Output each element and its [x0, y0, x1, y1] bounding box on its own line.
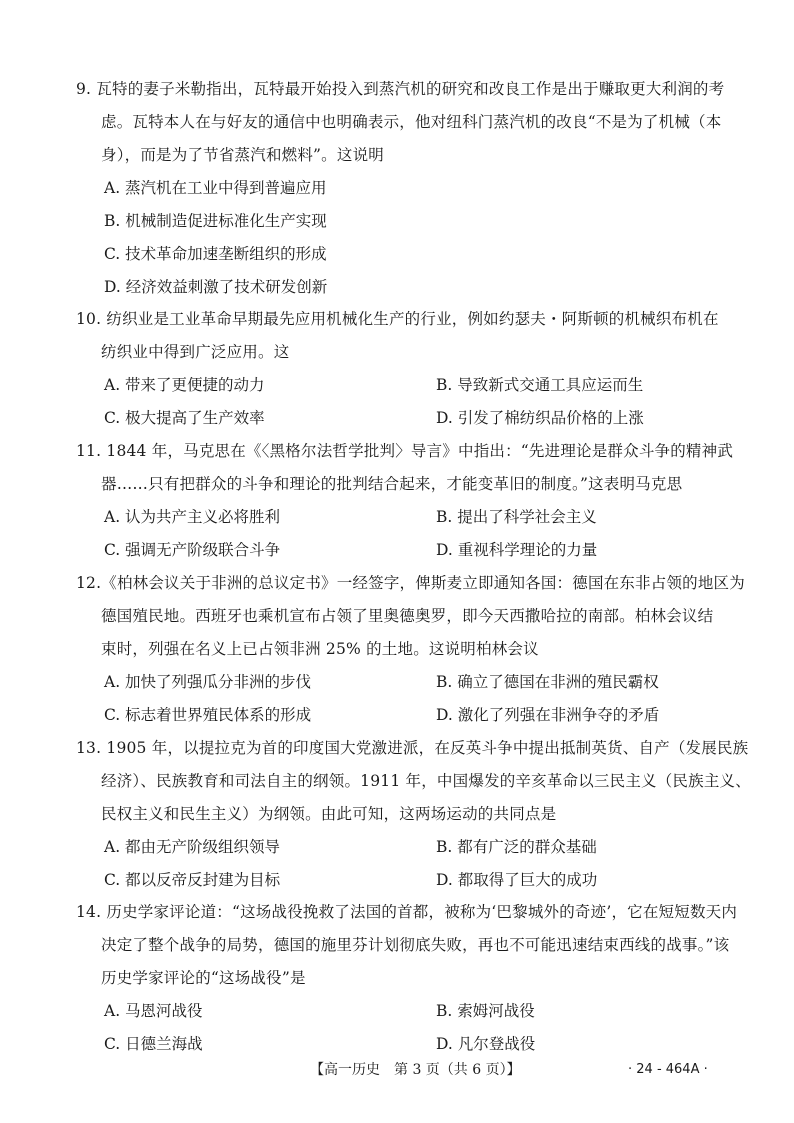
- question-stem-line: 历史学家评论的“这场战役”是: [101, 969, 306, 987]
- paper-code: · 24 - 464A ·: [628, 1062, 708, 1077]
- question-stem-line: 12.《柏林会议关于非洲的总议定书》一经签字，俾斯麦立即通知各国：德国在东非占领的地区为: [76, 574, 745, 592]
- option-c: C. 技术革命加速垄断组织的形成: [104, 245, 327, 263]
- option-a: A. 加快了列强瓜分非洲的步伐: [104, 673, 312, 691]
- question-14: [76, 896, 740, 1061]
- question-stem-line: 决定了整个战争的局势，德国的施里芬计划彻底失败，再也不可能迅速结束西线的战事。”该: [101, 936, 730, 954]
- question-12: [76, 567, 745, 732]
- question-stem-line: 14. 历史学家评论道：“这场战役挽救了法国的首都，被称为‘巴黎城外的奇迹’，它在短短数天内: [76, 903, 738, 921]
- option-c: C. 极大提高了生产效率: [104, 409, 265, 427]
- option-a: A. 蒸汽机在工业中得到普遍应用: [104, 179, 327, 197]
- page-footer: [0, 1058, 794, 1082]
- option-b: B. 机械制造促进标准化生产实现: [104, 212, 327, 230]
- option-b: B. 确立了德国在非洲的殖民霸权: [436, 673, 659, 691]
- question-10: [76, 303, 740, 435]
- option-d: D. 都取得了巨大的成功: [436, 871, 598, 889]
- option-a: A. 马恩河战役: [104, 1002, 203, 1020]
- page-number-label: 【高一历史 第 3 页（共 6 页）】: [310, 1062, 521, 1078]
- option-b: B. 索姆河战役: [436, 1002, 535, 1020]
- option-d: D. 经济效益刺激了技术研发创新: [104, 278, 328, 296]
- question-13: [76, 732, 751, 897]
- question-stem-line: 经济）、民族教育和司法自主的纲领。1911 年，中国爆发的辛亥革命以三民主义（民族主义、: [101, 772, 751, 790]
- option-c: C. 日德兰海战: [104, 1035, 203, 1053]
- question-stem-line: 虑。瓦特本人在与好友的通信中也明确表示，他对纽科门蒸汽机的改良“不是为了机械（本: [101, 113, 722, 131]
- option-c: C. 标志着世界殖民体系的形成: [104, 706, 312, 724]
- question-stem-line: 10. 纺织业是工业革命早期最先应用机械化生产的行业，例如约瑟夫・阿斯顿的机械织布机在: [76, 310, 719, 328]
- option-a: A. 带来了更便捷的动力: [104, 376, 265, 394]
- option-c: C. 都以反帝反封建为目标: [104, 871, 281, 889]
- option-d: D. 激化了列强在非洲争夺的矛盾: [436, 706, 660, 724]
- option-c: C. 强调无产阶级联合斗争: [104, 541, 281, 559]
- option-d: D. 引发了棉纺织品价格的上涨: [436, 409, 644, 427]
- option-d: D. 重视科学理论的力量: [436, 541, 598, 559]
- question-stem-line: 13. 1905 年，以提拉克为首的印度国大党激进派，在反英斗争中提出抵制英货、自产（发展民族: [76, 739, 749, 757]
- question-stem-line: 9. 瓦特的妻子米勒指出，瓦特最开始投入到蒸汽机的研究和改良工作是出于赚取更大利润的考: [76, 80, 725, 98]
- question-11: [76, 435, 740, 567]
- question-stem-line: 11. 1844 年，马克思在《〈黑格尔法哲学批判〉导言》中指出：“先进理论是群众斗争的精神武: [76, 442, 734, 460]
- question-stem-line: 器……只有把群众的斗争和理论的批判结合起来，才能变革旧的制度。”这表明马克思: [101, 475, 683, 493]
- question-stem-line: 身），而是为了节省蒸汽和燃料”。这说明: [101, 146, 384, 164]
- question-stem-line: 民权主义和民生主义）为纲领。由此可知，这两场运动的共同点是: [101, 805, 557, 823]
- option-b: B. 导致新式交通工具应运而生: [436, 376, 644, 394]
- option-b: B. 提出了科学社会主义: [436, 508, 597, 526]
- question-stem-line: 纺织业中得到广泛应用。这: [101, 343, 290, 361]
- option-a: A. 都由无产阶级组织领导: [104, 838, 281, 856]
- option-a: A. 认为共产主义必将胜利: [104, 508, 281, 526]
- option-b: B. 都有广泛的群众基础: [436, 838, 597, 856]
- option-d: D. 凡尔登战役: [436, 1035, 536, 1053]
- question-9: [76, 73, 740, 304]
- question-stem-line: 德国殖民地。西班牙也乘机宣布占领了里奥德奥罗，即今天西撒哈拉的南部。柏林会议结: [101, 607, 714, 625]
- question-stem-line: 束时，列强在名义上已占领非洲 25% 的土地。这说明柏林会议: [101, 640, 539, 658]
